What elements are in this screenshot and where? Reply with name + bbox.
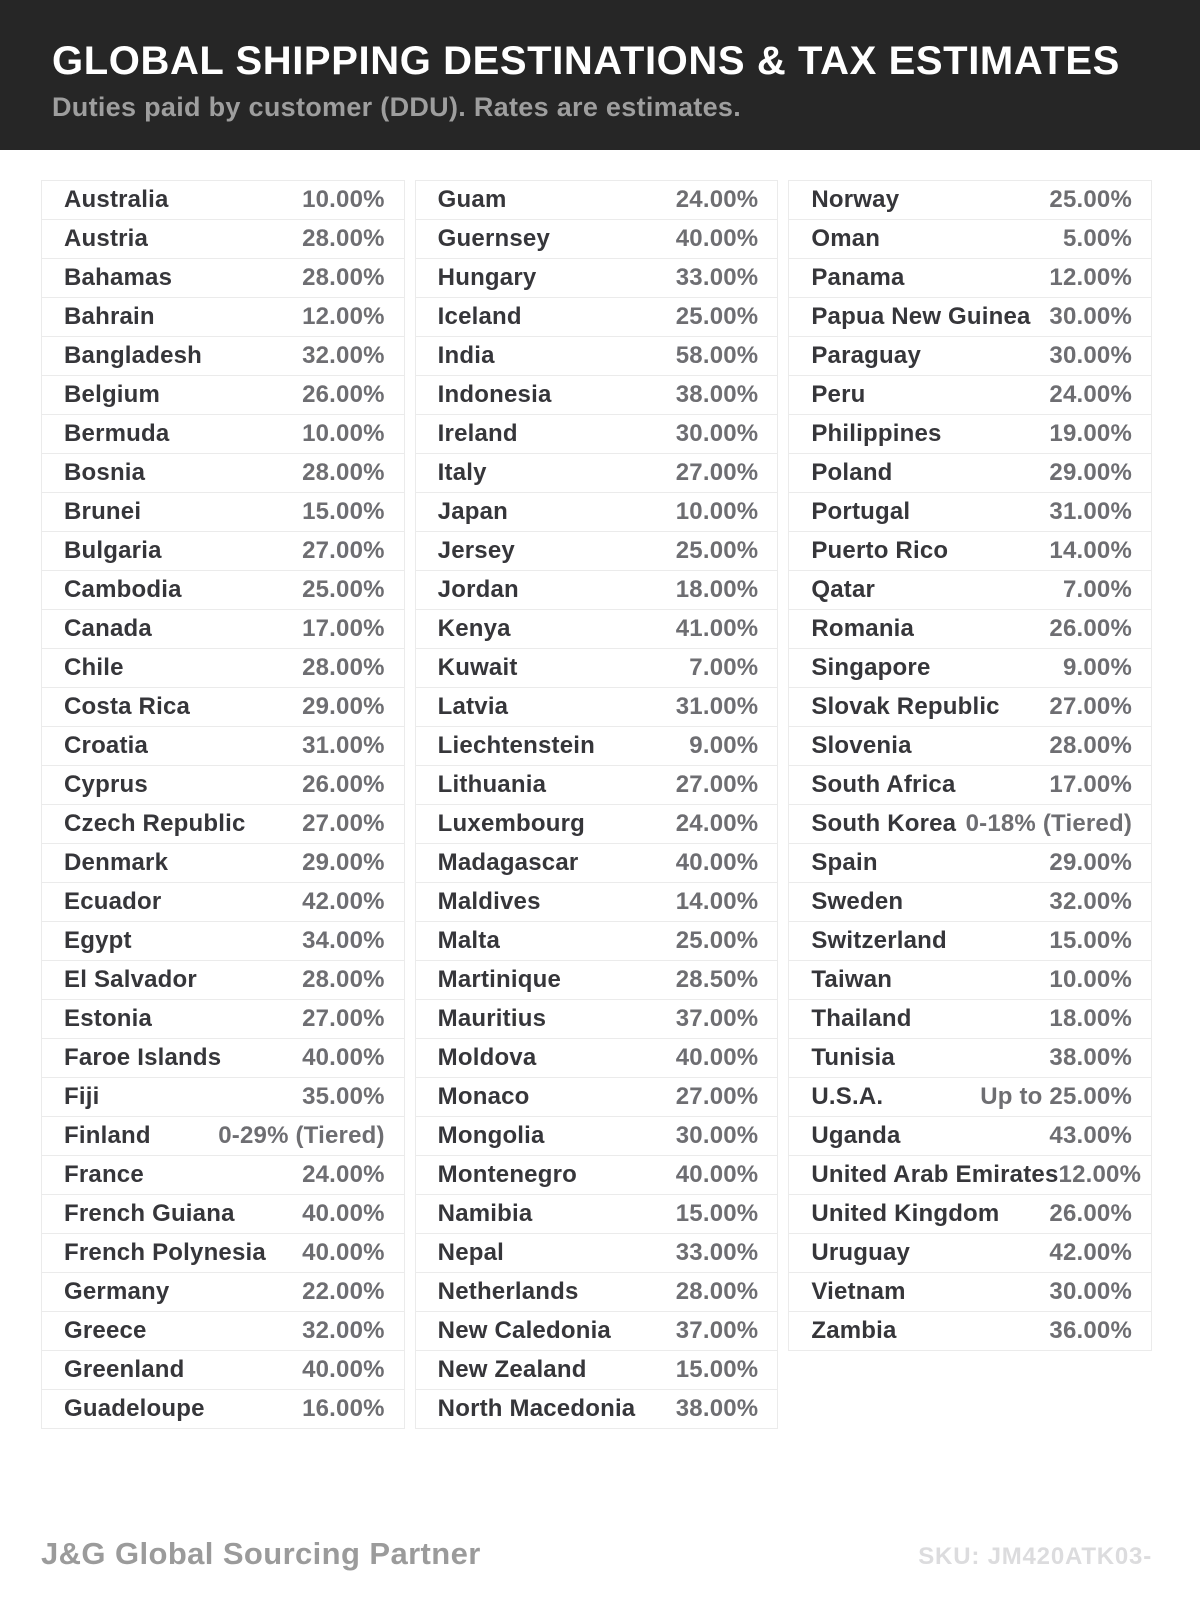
country-name: Germany (64, 1278, 170, 1305)
rate-value: 10.00% (302, 186, 385, 213)
rate-value: 25.00% (675, 303, 759, 330)
table-row (415, 532, 779, 571)
country-name: Denmark (64, 849, 169, 876)
country-name: Bosnia (64, 459, 146, 486)
table-row (788, 1273, 1152, 1312)
country-name: Chile (64, 654, 124, 681)
table-row (41, 649, 405, 688)
table-row (788, 298, 1152, 337)
country-name: Belgium (64, 381, 161, 408)
rate-value: 32.00% (302, 342, 385, 369)
rate-value: 15.00% (675, 1356, 759, 1383)
rate-value: 58.00% (675, 342, 759, 369)
table-row (41, 961, 405, 1000)
country-name: Egypt (64, 927, 132, 954)
table-row (41, 1156, 405, 1195)
table-row (788, 922, 1152, 961)
country-name: Slovak Republic (811, 693, 1000, 720)
table-row (41, 571, 405, 610)
rate-value: 26.00% (1049, 615, 1133, 642)
table-row (415, 766, 779, 805)
table-row (788, 337, 1152, 376)
table-row (415, 1117, 779, 1156)
rate-value: 24.00% (1049, 381, 1133, 408)
rate-value: 40.00% (302, 1044, 385, 1071)
table-row (41, 454, 405, 493)
table-row (41, 1312, 405, 1351)
country-name: South Africa (811, 771, 956, 798)
table-column-1 (41, 180, 405, 1429)
rate-value: 28.00% (302, 654, 385, 681)
rate-value: 28.00% (302, 459, 385, 486)
rate-value: 12.00% (1058, 1161, 1142, 1188)
table-row (41, 532, 405, 571)
country-name: Uganda (811, 1122, 901, 1149)
rate-value: 29.00% (1049, 849, 1133, 876)
country-name: Faroe Islands (64, 1044, 222, 1071)
country-name: French Polynesia (64, 1239, 266, 1266)
table-row (41, 415, 405, 454)
country-name: Australia (64, 186, 169, 213)
rate-value: 37.00% (675, 1317, 759, 1344)
table-row (415, 376, 779, 415)
rate-value: 26.00% (302, 771, 385, 798)
rate-value: 17.00% (1049, 771, 1133, 798)
rate-value: 28.00% (302, 966, 385, 993)
rate-value: 35.00% (302, 1083, 385, 1110)
country-name: Ecuador (64, 888, 162, 915)
country-name: Hungary (437, 264, 537, 291)
table-row (788, 259, 1152, 298)
table-row (41, 1195, 405, 1234)
rate-value: 18.00% (1049, 1005, 1133, 1032)
country-name: Mongolia (437, 1122, 545, 1149)
country-name: Japan (437, 498, 509, 525)
rate-value: 40.00% (675, 1161, 759, 1188)
table-row (41, 883, 405, 922)
country-name: Costa Rica (64, 693, 191, 720)
table-row (788, 571, 1152, 610)
table-row (788, 1234, 1152, 1273)
rate-value: 16.00% (302, 1395, 385, 1422)
rate-value: 33.00% (675, 1239, 759, 1266)
country-name: Brunei (64, 498, 142, 525)
country-name: France (64, 1161, 144, 1188)
country-name: Mauritius (437, 1005, 547, 1032)
table-row (788, 1117, 1152, 1156)
country-name: Spain (811, 849, 878, 876)
table-row (415, 1312, 779, 1351)
table-row (788, 376, 1152, 415)
page-title: GLOBAL SHIPPING DESTINATIONS & TAX ESTIMATES (52, 39, 1120, 83)
rate-value: 25.00% (675, 537, 759, 564)
country-name: United Kingdom (811, 1200, 1000, 1227)
header-banner (0, 0, 1200, 150)
table-row (415, 883, 779, 922)
table-row (415, 1156, 779, 1195)
rate-value: 40.00% (675, 1044, 759, 1071)
rate-value: 30.00% (1049, 303, 1133, 330)
country-name: Zambia (811, 1317, 897, 1344)
table-row (788, 688, 1152, 727)
table-row (41, 688, 405, 727)
table-row (788, 1156, 1152, 1195)
country-name: Ireland (437, 420, 518, 447)
country-name: Norway (811, 186, 900, 213)
sku-label: SKU: JM420ATK03- (918, 1543, 1152, 1570)
table-row (41, 1234, 405, 1273)
table-row (788, 454, 1152, 493)
rate-value: 31.00% (302, 732, 385, 759)
country-name: Singapore (811, 654, 931, 681)
brand-name: J&G Global Sourcing Partner (41, 1536, 481, 1571)
country-name: French Guiana (64, 1200, 235, 1227)
table-row (788, 1195, 1152, 1234)
rate-value: 22.00% (302, 1278, 385, 1305)
table-row (41, 610, 405, 649)
rate-value: 12.00% (1049, 264, 1133, 291)
table-row (415, 727, 779, 766)
table-row (41, 1000, 405, 1039)
table-row (788, 805, 1152, 844)
country-name: Latvia (437, 693, 509, 720)
table-row (41, 1351, 405, 1390)
table-row (415, 1234, 779, 1273)
footer (41, 1536, 1152, 1572)
table-row (41, 1390, 405, 1429)
rate-value: 28.00% (302, 225, 385, 252)
rate-value: 43.00% (1049, 1122, 1133, 1149)
rate-value: 26.00% (302, 381, 385, 408)
rate-value: 28.00% (1049, 732, 1133, 759)
country-name: Uruguay (811, 1239, 911, 1266)
country-name: South Korea (811, 810, 957, 837)
country-name: El Salvador (64, 966, 197, 993)
rate-value: Up to 25.00% (980, 1083, 1133, 1110)
rate-value: 40.00% (675, 849, 759, 876)
country-name: New Caledonia (437, 1317, 611, 1344)
rate-value: 18.00% (675, 576, 759, 603)
rate-value: 33.00% (675, 264, 759, 291)
rate-value: 38.00% (675, 1395, 759, 1422)
table-column-3 (788, 180, 1152, 1351)
table-row (41, 220, 405, 259)
country-name: U.S.A. (811, 1083, 884, 1110)
table-row (41, 493, 405, 532)
rate-value: 29.00% (302, 849, 385, 876)
rate-value: 40.00% (302, 1356, 385, 1383)
country-name: Bahamas (64, 264, 173, 291)
table-row (41, 1273, 405, 1312)
rate-value: 14.00% (675, 888, 759, 915)
country-name: United Arab Emirates (811, 1161, 1059, 1188)
table-row (415, 181, 779, 220)
country-name: Guadeloupe (64, 1395, 205, 1422)
country-name: Greenland (64, 1356, 185, 1383)
country-name: Puerto Rico (811, 537, 949, 564)
table-row (415, 298, 779, 337)
rate-value: 32.00% (1049, 888, 1133, 915)
rate-value: 28.50% (675, 966, 759, 993)
country-name: Thailand (811, 1005, 912, 1032)
country-name: Portugal (811, 498, 911, 525)
table-row (788, 415, 1152, 454)
rate-value: 29.00% (302, 693, 385, 720)
country-name: Qatar (811, 576, 876, 603)
country-name: Iceland (437, 303, 522, 330)
table-row (415, 1351, 779, 1390)
rate-value: 19.00% (1049, 420, 1133, 447)
country-name: Maldives (437, 888, 541, 915)
country-name: India (437, 342, 495, 369)
table-row (415, 415, 779, 454)
country-name: Czech Republic (64, 810, 246, 837)
country-name: Montenegro (437, 1161, 577, 1188)
table-row (788, 961, 1152, 1000)
country-name: Netherlands (437, 1278, 579, 1305)
rate-value: 27.00% (675, 771, 759, 798)
table-row (415, 922, 779, 961)
rate-value: 12.00% (302, 303, 385, 330)
country-name: Finland (64, 1122, 151, 1149)
country-name: Fiji (64, 1083, 100, 1110)
rate-value: 25.00% (302, 576, 385, 603)
table-row (788, 1312, 1152, 1351)
table-row (41, 337, 405, 376)
country-name: New Zealand (437, 1356, 587, 1383)
table-row (788, 727, 1152, 766)
table-row (788, 766, 1152, 805)
rate-value: 25.00% (1049, 186, 1133, 213)
table-row (788, 1039, 1152, 1078)
rate-value: 27.00% (302, 1005, 385, 1032)
country-name: Canada (64, 615, 152, 642)
rate-value: 27.00% (675, 459, 759, 486)
rate-value: 14.00% (1049, 537, 1133, 564)
table-row (415, 1195, 779, 1234)
country-name: Lithuania (437, 771, 547, 798)
country-name: Switzerland (811, 927, 947, 954)
table-row (415, 571, 779, 610)
country-name: North Macedonia (437, 1395, 636, 1422)
table-row (415, 259, 779, 298)
rate-value: 15.00% (675, 1200, 759, 1227)
country-name: Jordan (437, 576, 519, 603)
country-name: Sweden (811, 888, 904, 915)
rate-value: 36.00% (1049, 1317, 1133, 1344)
country-name: Namibia (437, 1200, 533, 1227)
rate-value: 5.00% (1062, 225, 1133, 252)
table-row (41, 766, 405, 805)
table-row (788, 1078, 1152, 1117)
rate-value: 7.00% (1062, 576, 1133, 603)
rate-value: 24.00% (302, 1161, 385, 1188)
table-row (41, 844, 405, 883)
table-column-2 (415, 180, 779, 1429)
rate-value: 17.00% (302, 615, 385, 642)
rate-value: 31.00% (1049, 498, 1133, 525)
table-row (415, 961, 779, 1000)
table-row (788, 883, 1152, 922)
rate-value: 7.00% (689, 654, 759, 681)
rate-value: 29.00% (1049, 459, 1133, 486)
country-name: Luxembourg (437, 810, 586, 837)
country-name: Vietnam (811, 1278, 906, 1305)
country-name: Greece (64, 1317, 147, 1344)
country-name: Papua New Guinea (811, 303, 1031, 330)
rate-value: 30.00% (675, 420, 759, 447)
country-name: Philippines (811, 420, 942, 447)
rate-value: 10.00% (675, 498, 759, 525)
rate-value: 40.00% (302, 1239, 385, 1266)
rate-value: 9.00% (689, 732, 759, 759)
rate-value: 30.00% (1049, 342, 1133, 369)
table-row (788, 610, 1152, 649)
rate-value: 38.00% (1049, 1044, 1133, 1071)
rate-value: 42.00% (1049, 1239, 1133, 1266)
rate-value: 42.00% (302, 888, 385, 915)
rate-value: 10.00% (302, 420, 385, 447)
table-row (788, 649, 1152, 688)
rate-value: 27.00% (302, 810, 385, 837)
country-name: Kuwait (437, 654, 518, 681)
rate-value: 27.00% (675, 1083, 759, 1110)
country-name: Kenya (437, 615, 511, 642)
rate-value: 31.00% (675, 693, 759, 720)
country-name: Cyprus (64, 771, 148, 798)
table-row (415, 454, 779, 493)
country-name: Liechtenstein (437, 732, 595, 759)
table-row (41, 1039, 405, 1078)
table-row (41, 1078, 405, 1117)
table-row (41, 181, 405, 220)
country-name: Bahrain (64, 303, 155, 330)
country-name: Cambodia (64, 576, 182, 603)
country-name: Martinique (437, 966, 562, 993)
table-row (415, 493, 779, 532)
table-row (41, 376, 405, 415)
table-row (415, 610, 779, 649)
country-name: Peru (811, 381, 866, 408)
table-row (41, 805, 405, 844)
rate-value: 28.00% (675, 1278, 759, 1305)
rate-value: 38.00% (675, 381, 759, 408)
rate-value: 0-18% (Tiered) (965, 810, 1133, 837)
rate-value: 15.00% (302, 498, 385, 525)
table-row (415, 688, 779, 727)
country-name: Moldova (437, 1044, 537, 1071)
country-name: Nepal (437, 1239, 505, 1266)
country-name: Austria (64, 225, 149, 252)
country-name: Oman (811, 225, 881, 252)
country-name: Guam (437, 186, 507, 213)
country-name: Paraguay (811, 342, 922, 369)
rate-value: 28.00% (302, 264, 385, 291)
rate-value: 0-29% (Tiered) (218, 1122, 385, 1149)
country-name: Panama (811, 264, 905, 291)
country-name: Taiwan (811, 966, 893, 993)
rate-value: 26.00% (1049, 1200, 1133, 1227)
table-row (41, 259, 405, 298)
country-name: Guernsey (437, 225, 550, 252)
table-row (415, 1000, 779, 1039)
table-row (415, 1390, 779, 1429)
rate-value: 25.00% (675, 927, 759, 954)
rate-value: 15.00% (1049, 927, 1133, 954)
rate-value: 30.00% (1049, 1278, 1133, 1305)
country-name: Bermuda (64, 420, 170, 447)
table-row (788, 844, 1152, 883)
rate-value: 34.00% (302, 927, 385, 954)
rate-value: 27.00% (1049, 693, 1133, 720)
table-row (41, 922, 405, 961)
table-row (415, 649, 779, 688)
country-name: Slovenia (811, 732, 912, 759)
country-name: Poland (811, 459, 893, 486)
country-name: Bulgaria (64, 537, 162, 564)
rate-value: 10.00% (1049, 966, 1133, 993)
table-row (415, 337, 779, 376)
rate-value: 24.00% (675, 186, 759, 213)
country-name: Indonesia (437, 381, 552, 408)
table-row (415, 1078, 779, 1117)
table-row (788, 1000, 1152, 1039)
country-name: Malta (437, 927, 501, 954)
table-row (41, 727, 405, 766)
country-name: Romania (811, 615, 915, 642)
rate-value: 40.00% (302, 1200, 385, 1227)
table-row (415, 1273, 779, 1312)
table-row (415, 220, 779, 259)
rate-value: 37.00% (675, 1005, 759, 1032)
country-name: Tunisia (811, 1044, 895, 1071)
country-name: Estonia (64, 1005, 153, 1032)
table-row (788, 493, 1152, 532)
rate-value: 9.00% (1062, 654, 1133, 681)
table-row (415, 1039, 779, 1078)
table-row (41, 1117, 405, 1156)
rate-value: 27.00% (302, 537, 385, 564)
rate-value: 41.00% (675, 615, 759, 642)
rate-value: 40.00% (675, 225, 759, 252)
table-row (415, 844, 779, 883)
table-row (788, 181, 1152, 220)
table-row (41, 298, 405, 337)
table-row (415, 805, 779, 844)
country-name: Madagascar (437, 849, 579, 876)
rate-value: 24.00% (675, 810, 759, 837)
table-row (788, 532, 1152, 571)
country-name: Monaco (437, 1083, 530, 1110)
country-name: Italy (437, 459, 487, 486)
table-row (788, 220, 1152, 259)
country-name: Bangladesh (64, 342, 203, 369)
rate-value: 30.00% (675, 1122, 759, 1149)
rates-table (41, 180, 1152, 1429)
country-name: Croatia (64, 732, 149, 759)
rate-value: 32.00% (302, 1317, 385, 1344)
page-subtitle: Duties paid by customer (DDU). Rates are estimates. (52, 92, 742, 122)
country-name: Jersey (437, 537, 515, 564)
